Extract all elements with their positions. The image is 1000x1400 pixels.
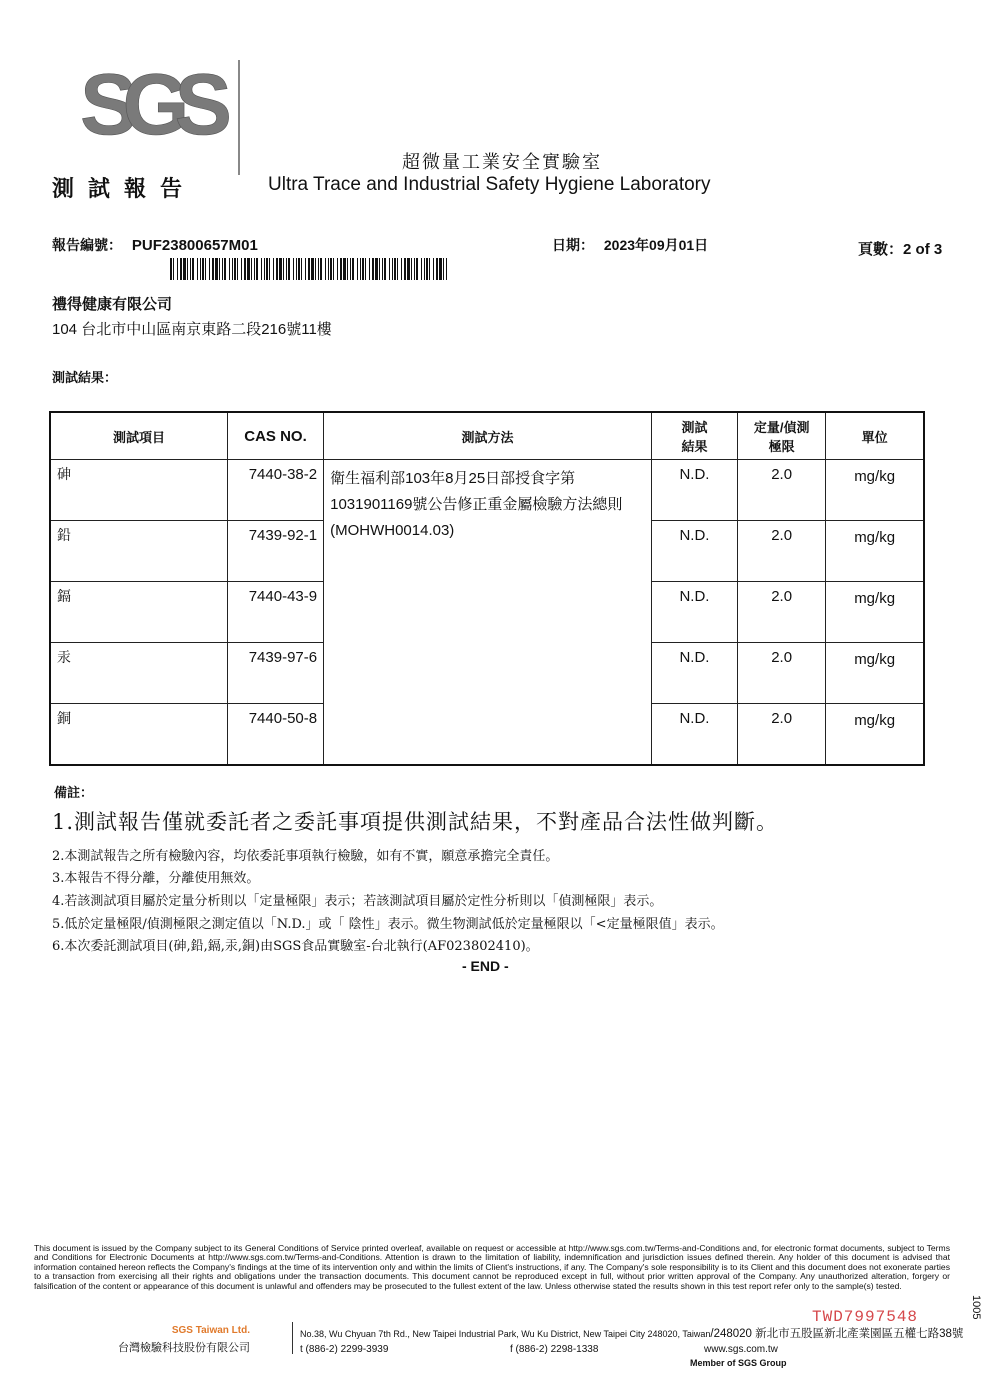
member-of-sgs: Member of SGS Group — [690, 1358, 787, 1368]
barcode-bar — [397, 258, 398, 280]
barcode-bar — [232, 258, 233, 280]
barcode-bar — [293, 258, 294, 280]
barcode-bar — [254, 258, 255, 280]
header-result — [651, 412, 737, 460]
header-result-line1: 測試 — [681, 420, 708, 435]
sgs-logo — [80, 62, 230, 142]
barcode-bar — [183, 258, 186, 280]
barcode-bar — [401, 258, 402, 280]
barcode-bar — [301, 258, 302, 280]
logo-divider — [238, 60, 240, 175]
row-result: N.D. — [651, 460, 737, 521]
barcode-bar — [251, 258, 252, 280]
barcode-bar — [340, 258, 342, 280]
row-unit: mg/kg — [826, 704, 924, 766]
row-limit: 2.0 — [738, 704, 826, 766]
barcode-bar — [170, 258, 172, 280]
table-header-row — [50, 412, 924, 460]
barcode-bar — [311, 258, 314, 280]
row-result: N.D. — [651, 582, 737, 643]
barcode-bar — [328, 258, 329, 280]
company-name-zh: 台灣檢驗科技股份有限公司 — [118, 1342, 250, 1354]
barcode-bar — [264, 258, 265, 280]
barcode-bar — [372, 258, 374, 280]
client-company: 禮得健康有限公司 — [52, 296, 173, 313]
barcode-bar — [308, 258, 310, 280]
barcode-bar — [209, 258, 210, 280]
barcode-bar — [212, 258, 214, 280]
barcode-bar — [436, 258, 438, 280]
page-value: 2 of 3 — [903, 241, 943, 258]
barcode-bar — [298, 258, 300, 280]
row-cas: 7439-92-1 — [227, 521, 323, 582]
report-title: 測試報告 — [52, 176, 197, 201]
barcode-bar — [357, 258, 358, 280]
table-row — [50, 460, 924, 521]
report-no-label: 報告編號： — [52, 237, 122, 253]
note-item: 5.低於定量極限/偵測極限之測定值以「N.D.」或「 陰性」表示。微生物測試低於定量極限以「<定量極限值」表示。 — [52, 917, 724, 932]
results-table — [49, 411, 925, 766]
report-no-value: PUF23800657M01 — [131, 237, 258, 254]
row-limit: 2.0 — [738, 582, 826, 643]
row-result: N.D. — [651, 704, 737, 766]
note-item: 4.若該測試項目屬於定量分析則以「定量極限」表示；若該測試項目屬於定性分析則以「偵測極限」表示。 — [52, 894, 663, 909]
barcode-bar — [404, 258, 406, 280]
note-item: 3.本報告不得分離，分離使用無效。 — [52, 871, 260, 886]
barcode-bar — [337, 258, 338, 280]
barcode-bar — [244, 258, 246, 280]
barcode-bar — [205, 258, 206, 280]
row-cas: 7440-43-9 — [227, 582, 323, 643]
barcode-bar — [318, 258, 319, 280]
row-item: 銅 — [50, 704, 227, 766]
lab-name-zh: 超微量工業安全實驗室 — [402, 152, 602, 173]
results-label: 測試結果： — [52, 370, 118, 385]
barcode-bar — [392, 258, 393, 280]
header-limit — [738, 412, 826, 460]
date-value: 2023年09月01日 — [603, 237, 709, 253]
header-item: 測試項目 — [50, 412, 227, 460]
barcode-bar — [439, 258, 442, 280]
row-cas: 7440-38-2 — [227, 460, 323, 521]
barcode-bar — [330, 258, 332, 280]
barcode-bar — [173, 258, 174, 280]
barcode-bar — [261, 258, 262, 280]
row-item: 鉛 — [50, 521, 227, 582]
footer-tel: t (886-2) 2299-3939 — [300, 1344, 389, 1355]
notes-label: 備註： — [54, 785, 94, 800]
barcode-bar — [190, 258, 191, 280]
barcode-bar — [296, 258, 297, 280]
barcode-bar — [407, 258, 410, 280]
barcode-bar — [343, 258, 346, 280]
footer-divider — [292, 1322, 293, 1354]
barcode-bar — [215, 258, 218, 280]
header-cas: CAS NO. — [227, 412, 323, 460]
legal-disclaimer: This document is issued by the Company subject to its General Conditions of Service printed overleaf, available on request or accessible at http://www.sgs.com.tw/Terms-and-Conditions and, for electronic format documents, subject to Terms and Conditions for Electronic Documents at http://www.sgs.com.tw/Terms-and-Conditions. Attention is drawn to the limitation of liability, indemnification and jurisdiction issues defined therein. Any holder of this document is advised that information contained hereon reflects the Company's findings at the time of its intervention only and within the limits of Client's instructions, if any. The Company's sole responsibility is to its Client and this document does not exonerate parties to a transaction from exercising all their rights and obligations under the transaction documents. This document cannot be reproduced except in full, without prior written approval of the Company. Any unauthorized alteration, forgery or falsification of the content or appearance of this document is unlawful and offenders may be prosecuted to the fullest extent of the law. Unless otherwise stated the results shown in this test report refer only to the sample(s) tested. — [34, 1243, 950, 1291]
barcode-bar — [288, 258, 290, 280]
footer-company — [118, 1325, 250, 1355]
barcode-bar — [382, 258, 383, 280]
barcode-bar — [379, 258, 380, 280]
barcode-bar — [424, 258, 425, 280]
barcode-bar — [200, 258, 201, 280]
page-count — [858, 238, 942, 259]
row-item: 鎘 — [50, 582, 227, 643]
note-item: 1.測試報告僅就委託者之委託事項提供測試結果，不對產品合法性做判斷。 — [52, 810, 779, 834]
barcode-bar — [394, 258, 396, 280]
end-marker: - END - — [462, 958, 509, 974]
header-method: 測試方法 — [324, 412, 652, 460]
barcode-bar — [202, 258, 204, 280]
barcode-bar — [384, 258, 386, 280]
row-limit: 2.0 — [738, 521, 826, 582]
barcode — [170, 258, 450, 280]
report-stamp-number: TWD7997548 — [812, 1308, 919, 1326]
row-cas: 7440-50-8 — [227, 704, 323, 766]
barcode-bar — [360, 258, 361, 280]
row-unit: mg/kg — [826, 643, 924, 704]
barcode-bar — [247, 258, 250, 280]
barcode-bar — [362, 258, 364, 280]
header-limit-line1: 定量/偵測 — [753, 420, 810, 435]
barcode-bar — [365, 258, 366, 280]
barcode-bar — [375, 258, 378, 280]
barcode-bar — [320, 258, 322, 280]
barcode-bar — [325, 258, 326, 280]
barcode-bar — [219, 258, 220, 280]
barcode-bar — [177, 258, 178, 280]
barcode-bar — [269, 258, 270, 280]
report-date — [552, 235, 708, 255]
footer-fax: f (886-2) 2298-1338 — [510, 1344, 599, 1355]
note-item: 2.本測試報告之所有檢驗內容，均依委託事項執行檢驗，如有不實，願意承擔完全責任。 — [52, 849, 559, 864]
barcode-bar — [279, 258, 282, 280]
header-result-line2: 結果 — [681, 439, 708, 454]
barcode-bar — [416, 258, 418, 280]
row-limit: 2.0 — [738, 460, 826, 521]
footer-address — [300, 1325, 963, 1358]
barcode-bar — [414, 258, 415, 280]
row-item: 砷 — [50, 460, 227, 521]
barcode-bar — [276, 258, 278, 280]
barcode-bar — [224, 258, 226, 280]
barcode-bar — [234, 258, 236, 280]
barcode-bar — [389, 258, 390, 280]
row-unit: mg/kg — [826, 460, 924, 521]
barcode-bar — [333, 258, 334, 280]
report-no — [52, 235, 258, 255]
barcode-bar — [433, 258, 434, 280]
side-number: 1005 — [970, 1295, 982, 1320]
barcode-bar — [429, 258, 430, 280]
test-method: 衛生福利部103年8月25日部授食字第1031901169號公告修正重金屬檢驗方法總則(MOHWH0014.03) — [324, 460, 652, 766]
barcode-bar — [187, 258, 188, 280]
barcode-bar — [222, 258, 223, 280]
row-item: 汞 — [50, 643, 227, 704]
barcode-bar — [347, 258, 348, 280]
barcode-bar — [286, 258, 287, 280]
lab-name-en: Ultra Trace and Industrial Safety Hygiene Laboratory — [268, 174, 711, 195]
barcode-bar — [352, 258, 354, 280]
client-address: 104 台北市中山區南京東路二段216號11樓 — [52, 321, 332, 338]
note-item: 6.本次委託測試項目(砷,鉛,鎘,汞,銅)由SGS食品實驗室-台北執行(AF023802410)。 — [52, 939, 539, 954]
footer-web: www.sgs.com.tw — [704, 1344, 778, 1355]
barcode-bar — [350, 258, 351, 280]
barcode-bar — [273, 258, 274, 280]
barcode-bar — [192, 258, 194, 280]
barcode-bar — [315, 258, 316, 280]
address-en: No.38, Wu Chyuan 7th Rd., New Taipei Industrial Park, Wu Ku District, New Taipei City 248020, Taiwan — [300, 1329, 711, 1339]
header-limit-line2: 極限 — [768, 439, 795, 454]
row-result: N.D. — [651, 643, 737, 704]
barcode-bar — [426, 258, 428, 280]
barcode-bar — [266, 258, 268, 280]
barcode-bar — [443, 258, 444, 280]
barcode-bar — [237, 258, 238, 280]
company-name-en: SGS Taiwan Ltd. — [171, 1325, 250, 1336]
barcode-bar — [369, 258, 370, 280]
barcode-bar — [421, 258, 422, 280]
barcode-bar — [197, 258, 198, 280]
header-unit: 單位 — [826, 412, 924, 460]
address-zh: /248020 新北市五股區新北產業園區五權七路38號 — [710, 1328, 964, 1340]
row-cas: 7439-97-6 — [227, 643, 323, 704]
barcode-bar — [446, 258, 447, 280]
barcode-bar — [256, 258, 258, 280]
sgs-logo-text: SGS — [80, 62, 228, 142]
barcode-bar — [411, 258, 412, 280]
row-unit: mg/kg — [826, 582, 924, 643]
row-unit: mg/kg — [826, 521, 924, 582]
barcode-bar — [241, 258, 242, 280]
row-result: N.D. — [651, 521, 737, 582]
barcode-bar — [180, 258, 182, 280]
row-limit: 2.0 — [738, 643, 826, 704]
barcode-bar — [305, 258, 306, 280]
barcode-bar — [283, 258, 284, 280]
date-label: 日期： — [552, 237, 594, 253]
barcode-bar — [229, 258, 230, 280]
page-label: 頁數： — [858, 241, 904, 258]
